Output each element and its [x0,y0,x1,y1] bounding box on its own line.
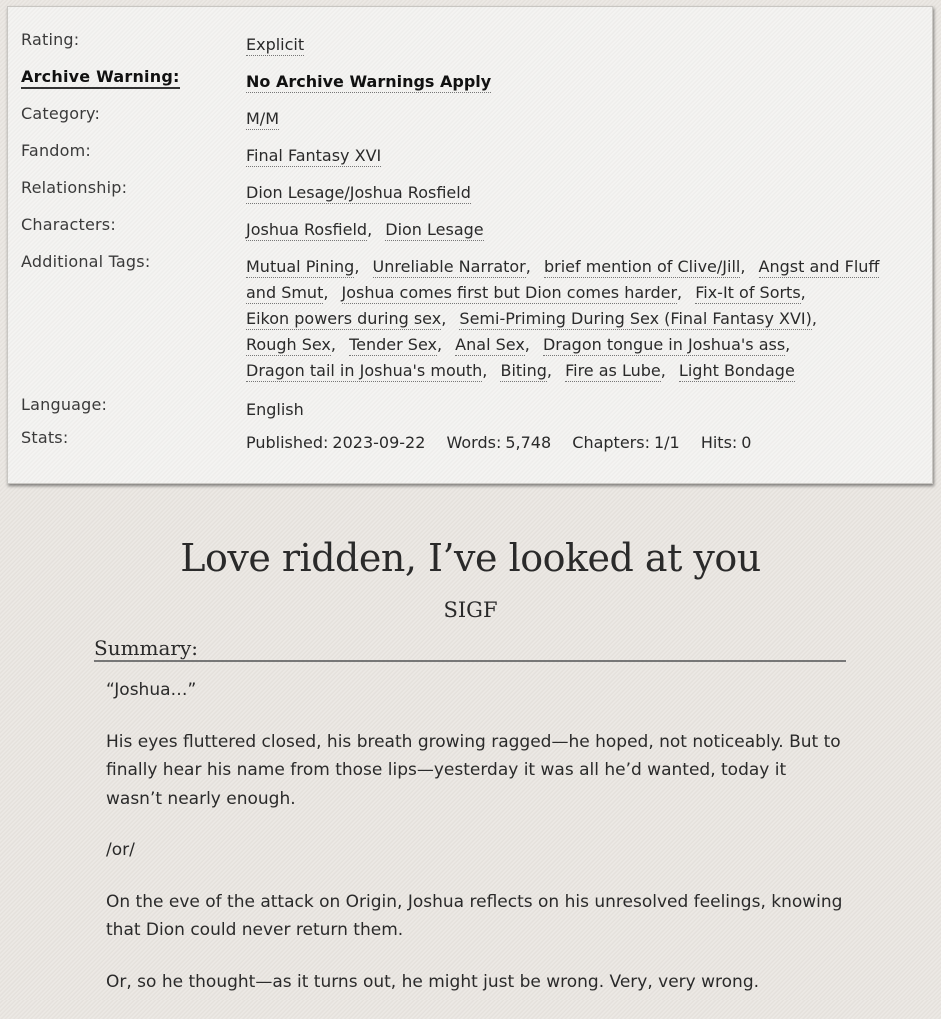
summary-paragraph: /or/ [106,840,135,860]
rating-label: Rating: [21,30,80,49]
words-value: 5,748 [505,433,552,452]
summary-paragraph: “Joshua…” [106,680,197,700]
chapters-value: 1/1 [653,433,680,452]
summary-paragraph: Or, so he thought—as it turns out, he might just be wrong. Very, very wrong. [106,971,760,992]
freeform-tag[interactable]: Biting [500,361,547,380]
character-tag[interactable]: Dion Lesage [385,220,484,239]
freeform-tag[interactable]: Light Bondage [678,361,795,380]
category-label: Category: [21,104,101,123]
archive-warning-label[interactable]: Archive Warning: [21,67,180,89]
additional-tags-label: Additional Tags: [21,252,151,271]
language-label: Language: [21,395,108,414]
freeform-tag[interactable]: Semi-Priming During Sex (Final Fantasy XVI) [459,309,812,328]
freeform-tag[interactable]: Joshua comes first but Dion comes harder [341,283,678,302]
archive-warning-tag[interactable]: No Archive Warnings Apply [246,72,492,91]
hits-label: Hits: [700,433,738,452]
stats-list [246,430,906,456]
author-link[interactable]: SIGF [443,598,498,622]
freeform-tag[interactable]: Anal Sex [455,335,525,354]
chapters-label: Chapters: [572,433,650,452]
freeform-tag[interactable]: Fix-It of Sorts [695,283,801,302]
additional-tags-list: Mutual Pining, Unreliable Narrator, brief mention of Clive/Jill, Angst and Fluff and Smut, Joshua comes first but Dion comes harder, Fix-It of Sorts, Eikon powers during sex, Semi-Priming During Sex (Final Fantasy XVI), Rough Sex, Tender Sex, Anal Sex, Dragon tongue in Joshua's ass, Dragon tail in Joshua's mouth, Biting, Fire as Lube, Light Bondage [246,257,880,380]
freeform-tag[interactable]: Tender Sex [349,335,437,354]
freeform-tag[interactable]: Fire as Lube [565,361,661,380]
freeform-tag[interactable]: Dragon tongue in Joshua's ass [542,335,786,354]
freeform-tag[interactable]: Angst and Fluff and Smut [246,257,880,302]
summary-paragraph: On the eve of the attack on Origin, Joshua reflects on his unresolved feelings, knowing that Dion could never return them. [106,891,843,940]
rating-tag[interactable]: Explicit [246,35,305,54]
published-label: Published: [246,433,329,452]
freeform-tag[interactable]: Dragon tail in Joshua's mouth [246,361,483,380]
freeform-tag[interactable]: brief mention of Clive/Jill [543,257,741,276]
relationship-tag[interactable]: Dion Lesage/Joshua Rosfield [246,183,471,202]
hits-value: 0 [741,433,752,452]
category-tag[interactable]: M/M [246,109,279,128]
stats-label: Stats: [21,428,69,447]
characters-label: Characters: [21,215,116,234]
fandom-label: Fandom: [21,141,92,160]
freeform-tag[interactable]: Rough Sex [246,335,331,354]
summary-body [106,676,846,1019]
freeform-tag[interactable]: Mutual Pining [246,257,355,276]
summary-heading: Summary: [94,636,846,662]
summary-paragraph: His eyes fluttered closed, his breath growing ragged—he hoped, not noticeably. But to finally hear his name from those lips—yesterday it was all he’d wanted, today it wasn’t nearly enough. [106,731,841,809]
work-title: Love ridden, I’ve looked at you [180,536,761,580]
character-tag[interactable]: Joshua Rosfield [246,220,368,239]
fandom-tag[interactable]: Final Fantasy XVI [246,146,382,165]
language-value: English [246,400,304,419]
freeform-tag[interactable]: Eikon powers during sex [246,309,442,328]
freeform-tag[interactable]: Unreliable Narrator [372,257,526,276]
work-meta-box: Rating: Explicit Archive Warning: No Archive Warnings Apply Category: M/M Fandom: Final Fantasy XVI Relationship: Dion Lesage/Joshua Rosfield Characters: Joshua Rosfield, Dion Lesage Additional Tags: Mutual Pining, Unreliable Narrator, brief mention of Clive/Jill, Angst and Fluff and Smut, Joshua comes first but Dion comes harder, Fix-It of Sorts, Eikon powers during sex, Semi-Priming During Sex (Final Fantasy XVI), Rough Sex, Tender Sex, Anal Sex, Dragon tongue in Joshua's ass, Dragon tail in Joshua's mouth, Biting, Fire as Lube, Light Bondage Language: English Stats: Published: 2023-09-22 Words: 5,748 Chapters: 1/1 Hits: 0 [7,6,933,484]
words-label: Words: [446,433,502,452]
relationship-label: Relationship: [21,178,128,197]
published-value: 2023-09-22 [332,433,426,452]
